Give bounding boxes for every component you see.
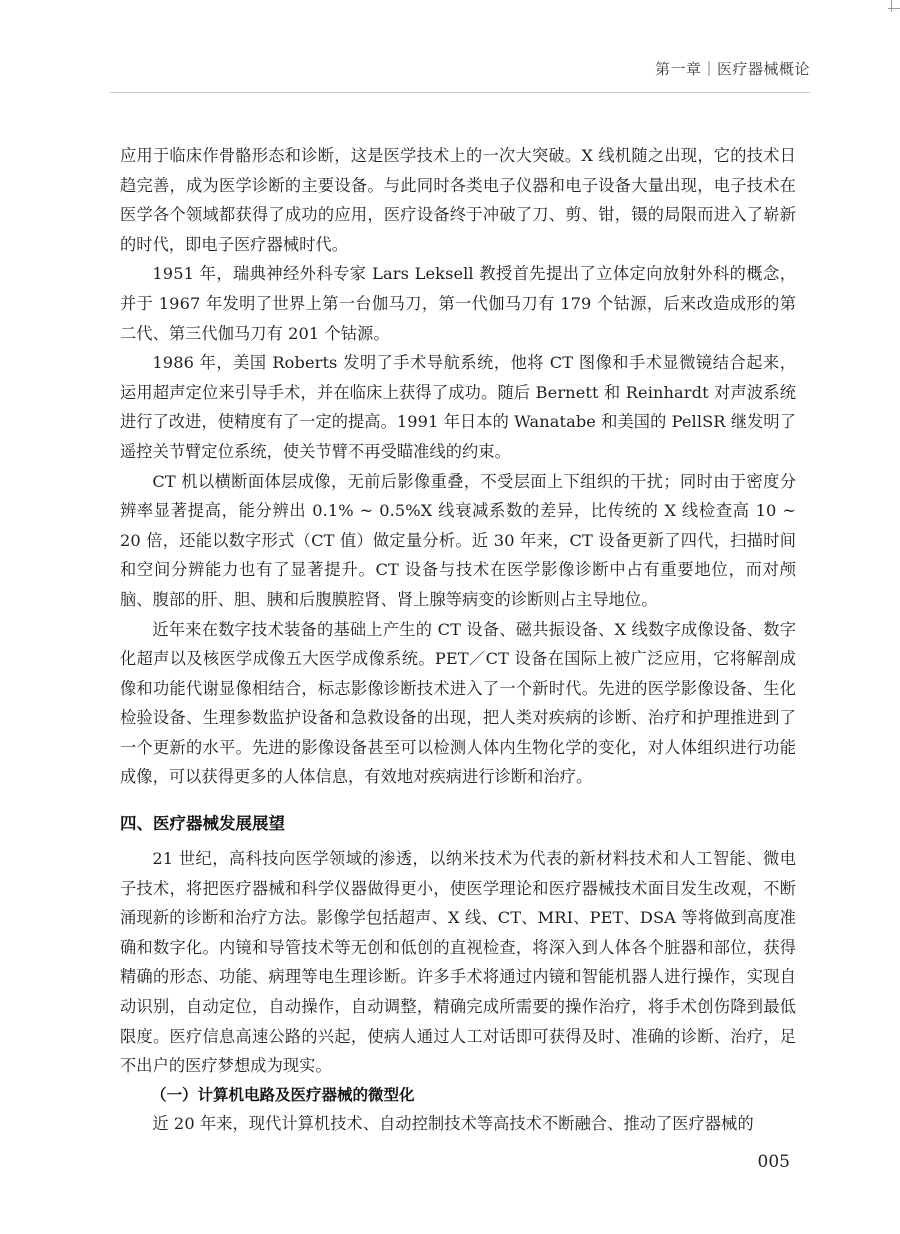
page-number: 005 xyxy=(757,1152,790,1172)
paragraph-ct: CT 机以横断面体层成像，无前后影像重叠，不受层面上下组织的干扰；同时由于密度分辨率显著提高，能分辨出 0.1% ~ 0.5%X 线衰减系数的差异，比传统的 X 线检查高 10 ~ 20 倍，还能以数字形式（CT 值）做定量分析。近 30 年来，CT 设备更新了四代，扫描时间和空间分辨能力也有了显著提升。CT 设备与技术在医学影像诊断中占有重要地位，而对颅脑、腹部的肝、胆、胰和后腹膜腔肾、肾上腺等病变的诊断则占主导地位。 xyxy=(120,471,796,609)
running-header: 第一章｜医疗器械概论 xyxy=(654,60,810,78)
crop-mark-icon xyxy=(884,0,900,16)
header-divider xyxy=(110,92,810,93)
section-heading: 四、医疗器械发展展望 xyxy=(120,814,285,834)
paragraph-continued: 应用于临床作骨骼形态和诊断，这是医学技术上的一次大突破。X 线机随之出现，它的技术日趋完善，成为医学诊断的主要设备。与此同时各类电子仪器和电子设备大量出现，电子技术在医学各个领域都获得了成功的应用，医疗设备终于冲破了刀、剪、钳，镊的局限而进入了崭新的时代，即电子医疗器械时代。 xyxy=(120,146,796,254)
paragraph-imaging-systems: 近年来在数字技术装备的基础上产生的 CT 设备、磁共振设备、X 线数字成像设备、数字化超声以及核医学成像五大医学成像系统。PET／CT 设备在国际上被广泛应用，它将解剖成像和功能代谢显像相结合，标志影像诊断技术进入了一个新时代。先进的医学影像设备、生化检验设备、生理参数监护设备和急救设备的出现，把人类对疾病的诊断、治疗和护理推进到了一个更新的水平。先进的影像设备甚至可以检测人体内生物化学的变化，对人体组织进行功能成像，可以获得更多的人体信息，有效地对疾病进行诊断和治疗。 xyxy=(120,619,796,787)
paragraph-outlook: 21 世纪，高科技向医学领域的渗透，以纳米技术为代表的新材料技术和人工智能、微电子技术，将把医疗器械和科学仪器做得更小，使医学理论和医疗器械技术面目发生改观，不断涌现新的诊断和治疗方法。影像学包括超声、X 线、CT、MRI、PET、DSA 等将做到高度准确和数字化。内镜和导管技术等无创和低创的直视检查，将深入到人体各个脏器和部位，获得精确的形态、功能、病理等电生理诊断。许多手术将通过内镜和智能机器人进行操作，实现自动识别，自动定位，自动操作，自动调整，精确完成所需要的操作治疗，将手术创伤降到最低限度。医疗信息高速公路的兴起，使病人通过人工对话即可获得及时、准确的诊断、治疗，足不出户的医疗梦想成为现实。 xyxy=(120,849,796,1076)
paragraph-gamma-knife: 1951 年，瑞典神经外科专家 Lars Leksell 教授首先提出了立体定向放射外科的概念，并于 1967 年发明了世界上第一台伽马刀，第一代伽马刀有 179 个钴源，后来改造成形的第二代、第三代伽马刀有 201 个钴源。 xyxy=(120,264,796,343)
subsection-heading: （一）计算机电路及医疗器械的微型化 xyxy=(151,1085,415,1104)
paragraph-miniaturization: 近 20 年来，现代计算机技术、自动控制技术等高技术不断融合、推动了医疗器械的 xyxy=(152,1113,754,1133)
paragraph-surgical-navigation: 1986 年，美国 Roberts 发明了手术导航系统，他将 CT 图像和手术显微镜结合起来，运用超声定位来引导手术，并在临床上获得了成功。随后 Bernett 和 Reinhardt 对声波系统进行了改进，使精度有了一定的提高。1991 年日本的 Wanatabe 和美国的 PellSR 继发明了遥控关节臂定位系统，使关节臂不再受瞄准线的约束。 xyxy=(120,353,796,461)
body-text xyxy=(120,141,796,1138)
